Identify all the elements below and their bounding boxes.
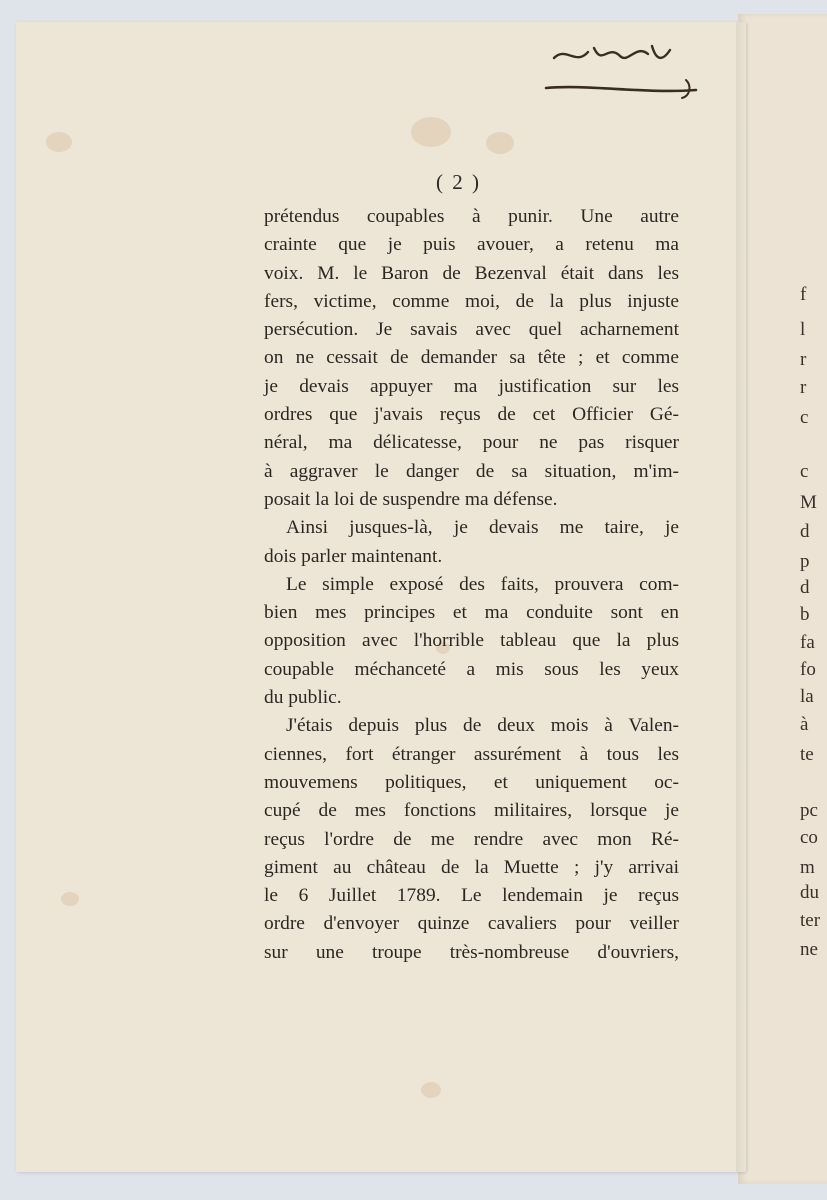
text-line: persécution. Je savais avec quel acharnement: [264, 319, 679, 341]
text-line: néral, ma délicatesse, pour ne pas risquer: [264, 432, 679, 454]
foxing-stain: [61, 892, 79, 906]
text-line: giment au château de la Muette ; j'y arrivai: [264, 856, 679, 878]
foxing-stain: [421, 1082, 441, 1098]
next-page-fragment: c: [800, 461, 809, 482]
text-line: cupé de mes fonctions militaires, lorsque je: [264, 800, 679, 822]
foxing-stain: [411, 117, 451, 147]
text-line: ciennes, fort étranger assurément à tous les: [264, 743, 679, 765]
text-line: dois parler maintenant.: [264, 545, 443, 567]
next-page-edge: [738, 14, 827, 1184]
next-page-fragment: l: [800, 319, 806, 340]
text-line: prétendus coupables à punir. Une autre: [264, 206, 679, 227]
page-number: ( 2 ): [436, 170, 481, 194]
next-page-fragment: p: [800, 551, 810, 572]
text-line: le 6 Juillet 1789. Le lendemain je reçus: [264, 885, 679, 907]
text-line: posait la loi de suspendre ma défense.: [264, 488, 558, 510]
text-line: opposition avec l'horrible tableau que la plus: [264, 630, 679, 652]
text-line: reçus l'ordre de me rendre avec mon Ré-: [264, 828, 679, 850]
text-line: sur une troupe très-nombreuse d'ouvriers,: [264, 941, 679, 963]
next-page-fragment: f: [800, 284, 807, 305]
next-page-fragment: co: [800, 827, 818, 848]
foxing-stain: [46, 132, 72, 152]
next-page-fragment: M: [800, 492, 817, 513]
body-text: [264, 203, 679, 967]
text-line: Le simple exposé des faits, prouvera com-: [286, 573, 679, 595]
text-line: du public.: [264, 687, 342, 709]
text-line: crainte que je puis avouer, a retenu ma: [264, 234, 679, 256]
text-line: on ne cessait de demander sa tête ; et comme: [264, 347, 679, 369]
text-line: bien mes principes et ma conduite sont en: [264, 602, 679, 624]
next-page-fragment: fa: [800, 632, 815, 653]
next-page-fragment: ter: [800, 910, 821, 931]
foxing-stain: [486, 132, 514, 154]
next-page-fragment: la: [800, 686, 814, 707]
text-line: Ainsi jusques-là, je devais me taire, je: [286, 517, 679, 539]
page-fold-shadow: [736, 22, 748, 1172]
next-page-fragment: b: [800, 604, 810, 625]
next-page-fragment: d: [800, 521, 810, 542]
text-line: voix. M. le Baron de Bezenval était dans les: [264, 262, 679, 284]
next-page-fragment: r: [800, 349, 807, 370]
document-page: [16, 22, 746, 1172]
next-page-fragment: te: [800, 744, 814, 765]
text-line: ordres que j'avais reçus de cet Officier Gé-: [264, 404, 679, 426]
text-line: je devais appuyer ma justification sur les: [264, 375, 679, 397]
next-page-fragment: ne: [800, 939, 818, 960]
text-line: fers, victime, comme moi, de la plus injuste: [264, 290, 679, 312]
text-line: à aggraver le danger de sa situation, m'im-: [264, 460, 679, 482]
next-page-fragment: m: [800, 857, 815, 878]
next-page-fragment: pc: [800, 800, 818, 821]
next-page-fragment: du: [800, 882, 819, 903]
next-page-fragment: à: [800, 714, 809, 735]
handwritten-signature: [536, 36, 706, 106]
next-page-fragment: c: [800, 407, 809, 428]
next-page-fragment: fo: [800, 659, 816, 680]
text-line: ordre d'envoyer quinze cavaliers pour veiller: [264, 913, 679, 935]
text-line: coupable méchanceté a mis sous les yeux: [264, 658, 679, 680]
next-page-fragment: r: [800, 377, 807, 398]
next-page-fragment: d: [800, 577, 810, 598]
text-line: J'étais depuis plus de deux mois à Valen-: [286, 715, 679, 737]
text-line: mouvemens politiques, et uniquement oc-: [264, 771, 679, 793]
